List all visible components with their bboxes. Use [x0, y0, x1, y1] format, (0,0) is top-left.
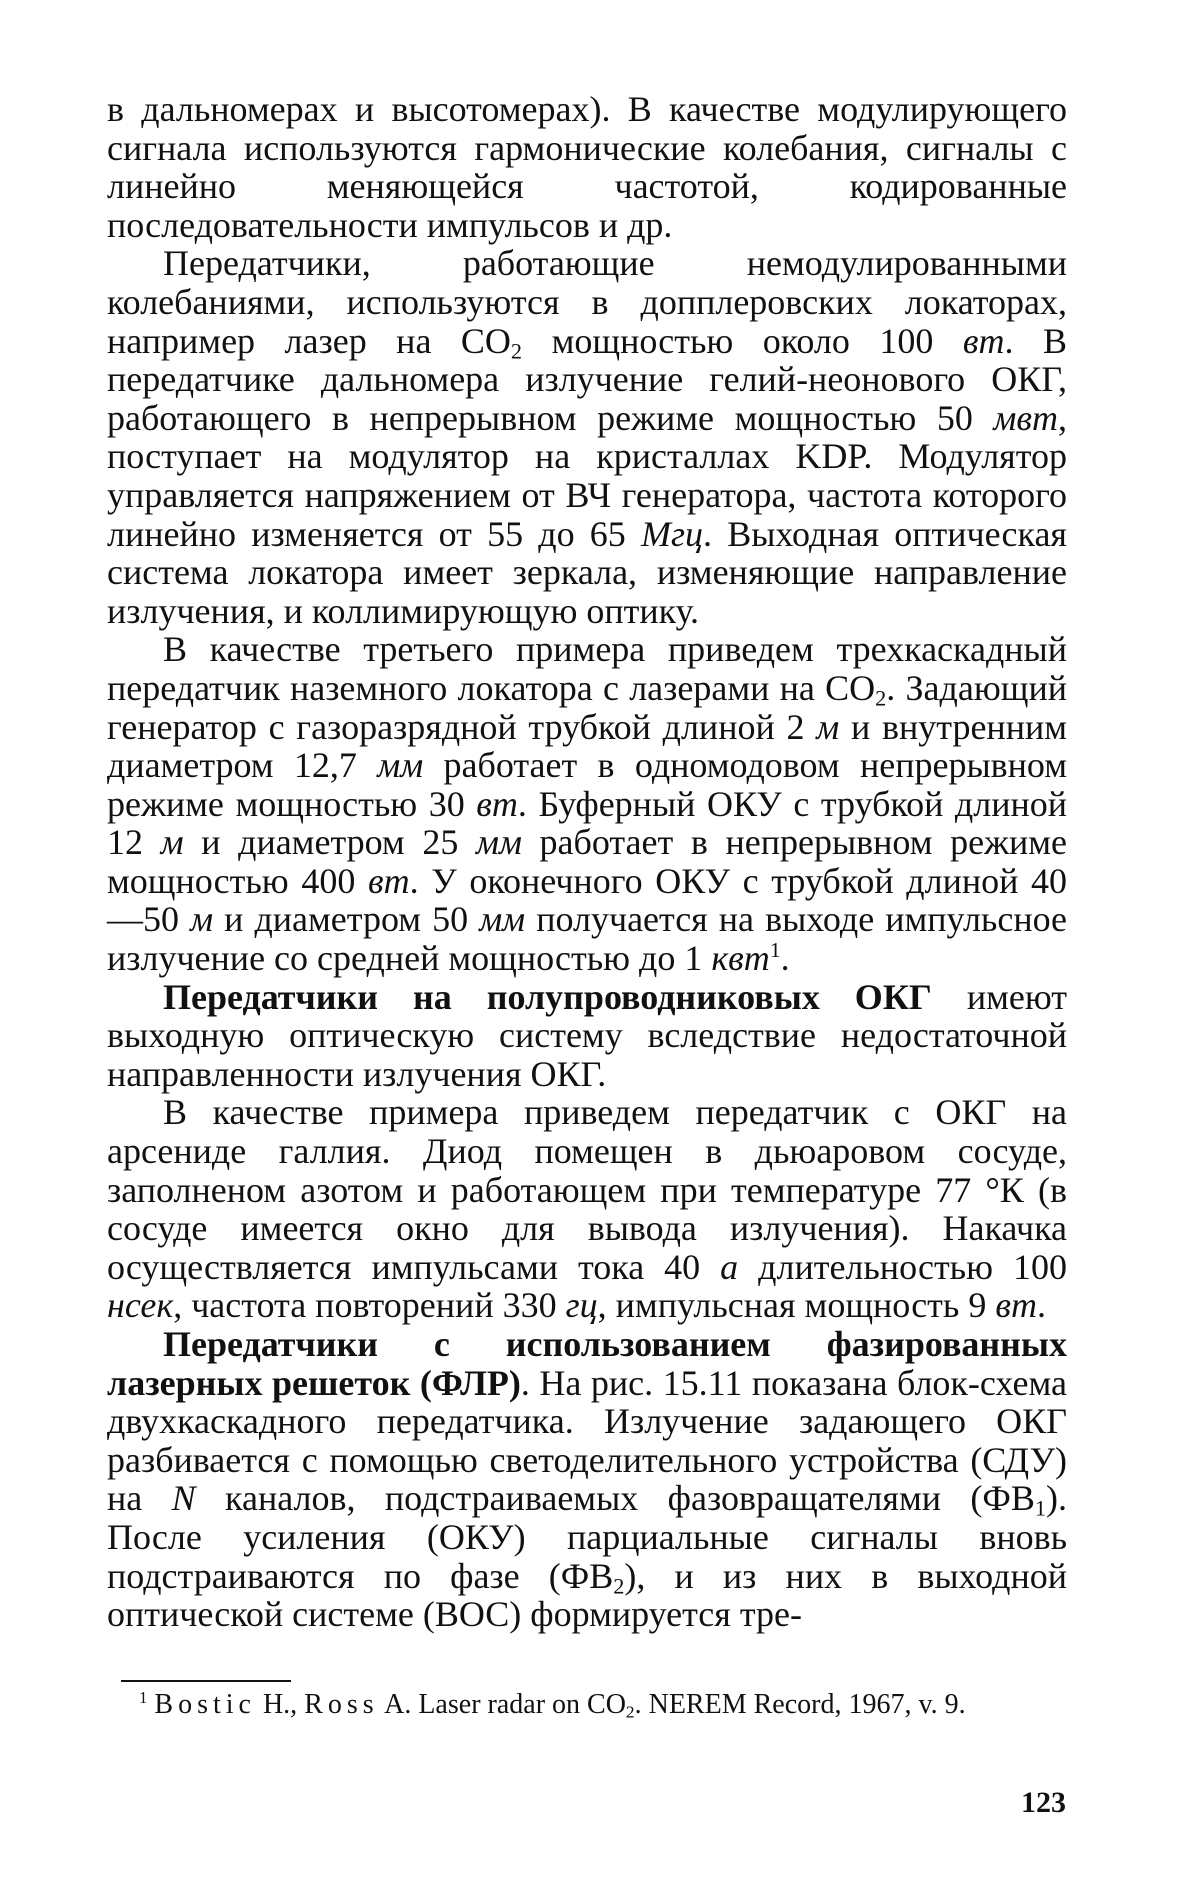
- footnote-source: . NEREM Record, 1967, v. 9.: [634, 1689, 966, 1720]
- paragraph-text: каналов, подстраиваемых фазовращателями (ФВ: [195, 1478, 1035, 1519]
- page-body: [107, 90, 1067, 1634]
- subscript: 1: [1034, 1495, 1046, 1521]
- paragraph-text: , поступает на модулятор на кристаллах KDP. Модулятор управляется напряжением от ВЧ генератора, частота которого линейно изменяется от 55 до 65: [107, 397, 1067, 554]
- paragraph-5: [107, 1093, 1067, 1325]
- paragraph-6: [107, 1325, 1067, 1634]
- paragraph-text: , импульсная мощность 9: [597, 1285, 996, 1326]
- unit-text: вт: [995, 1285, 1037, 1326]
- paragraph-text: . В передатчике дальномера излучение гелий-неонового ОКГ, работающего в непрерывном режиме мощностью 50: [107, 320, 1067, 438]
- bold-lead-text: Передатчики с использованием фазированных лазерных решеток (ФЛР): [107, 1324, 1067, 1403]
- paragraph-text: и диаметром 25: [183, 822, 476, 863]
- paragraph-text: и внутренним диаметром 12,7: [107, 706, 1068, 786]
- paragraph-text: В качестве примера приведем передатчик с ОКГ на арсениде галлия. Диод помещен в дьюаровом сосуде, заполненом азотом и работающем при температуре 77 °К (в сосуде имеется окно для вывода излучения). Накачка осуществляется импульсами тока 40: [107, 1092, 1067, 1287]
- page-number: 123: [1021, 1786, 1066, 1819]
- unit-text: квт: [711, 938, 770, 979]
- bold-lead-text: Передатчики на полупроводниковых ОКГ: [163, 976, 932, 1017]
- paragraph-4: [107, 978, 1067, 1094]
- paragraph-text: В качестве третьего примера приведем трехкаскадный передатчик наземного локатора с лазерами на CO: [107, 629, 1067, 708]
- unit-text: Мгц: [640, 513, 703, 554]
- paragraph-text: . На рис. 15.11 показана блок-схема двухкаскадного передатчика. Излучение задающего ОКГ разбивается с помощью светоделительного устройства (СДУ) на: [107, 1362, 1067, 1519]
- subscript: 2: [613, 1573, 625, 1599]
- paragraph-text: имеют выходную оптическую систему вследствие недостаточной направленности излучения ОКГ.: [107, 976, 1067, 1094]
- paragraph-text: .: [1036, 1285, 1046, 1326]
- footnote-divider: [121, 1680, 291, 1682]
- paragraph-text: работает в непрерывном режиме мощностью 400: [107, 822, 1068, 901]
- footnote-title: A. Laser radar on CO: [378, 1689, 626, 1720]
- paragraph-text: работает в одномодовом непрерывном режиме мощностью 30: [107, 745, 1067, 824]
- paragraph-3: [107, 630, 1067, 977]
- paragraph-text: . Выходная оптическая система локатора имеет зеркала, изменяющие направление излучения, и коллимирующую оптику.: [107, 513, 1067, 631]
- paragraph-text: . Буферный ОКУ с трубкой длиной 12: [107, 783, 1067, 863]
- unit-text: вт: [962, 320, 1005, 361]
- unit-text: м: [190, 899, 214, 940]
- unit-text: м: [816, 706, 840, 747]
- unit-text: а: [720, 1246, 739, 1287]
- paragraph-text: ), и из них в выходной оптической системе (ВОС) формируется тре-: [107, 1555, 1067, 1635]
- paragraph-text: получается на выходе импульсное излучение со средней мощностью до 1: [107, 899, 1068, 979]
- paragraph-text: , частота повторений 330: [173, 1285, 566, 1326]
- footnote-initials-1: H.,: [255, 1689, 305, 1720]
- unit-text: вт: [476, 783, 518, 824]
- unit-text: м: [160, 822, 184, 863]
- paragraph-text: в дальномерах и высотомерах). В качестве модулирующего сигнала используются гармонические колебания, сигналы с линейно меняющейся частотой, кодированные последовательности импульсов и др.: [107, 89, 1067, 245]
- unit-text: гц: [565, 1285, 598, 1326]
- unit-text: N: [171, 1478, 196, 1519]
- footnote: [139, 1688, 1069, 1721]
- paragraph-text: и диаметром 50: [213, 899, 480, 940]
- unit-text: мвт: [993, 397, 1058, 438]
- unit-text: нсек: [107, 1285, 174, 1326]
- paragraph-2: [107, 244, 1067, 630]
- footnote-author-2: Ross: [304, 1689, 379, 1720]
- paragraph-text: ). После усиления (ОКУ) парциальные сигналы вновь подстраиваются по фазе (ФВ: [107, 1478, 1067, 1596]
- unit-text: мм: [479, 899, 526, 940]
- unit-text: вт: [367, 860, 410, 901]
- footnote-marker: 1: [139, 1687, 148, 1707]
- subscript: 2: [510, 338, 523, 364]
- footnote-author-1: Bostic: [154, 1689, 256, 1720]
- paragraph-text: .: [780, 938, 790, 979]
- paragraph-text: . У оконечного ОКУ с трубкой длиной 40—50: [107, 860, 1068, 940]
- unit-text: мм: [377, 745, 424, 786]
- unit-text: мм: [475, 822, 522, 863]
- subscript: 2: [875, 685, 887, 711]
- footnote-subscript: 2: [625, 1702, 635, 1722]
- paragraph-text: мощностью около 100: [522, 320, 963, 361]
- paragraph-1: [107, 90, 1067, 244]
- paragraph-text: длительностью 100: [738, 1246, 1067, 1287]
- paragraph-text: . Задающий генератор с газоразрядной трубкой длиной 2: [107, 667, 1067, 747]
- footnote-ref: 1: [769, 938, 781, 963]
- paragraph-text: Передатчики, работающие немодулированными колебаниями, используются в допплеровских локаторах, например лазер на CO: [107, 243, 1067, 361]
